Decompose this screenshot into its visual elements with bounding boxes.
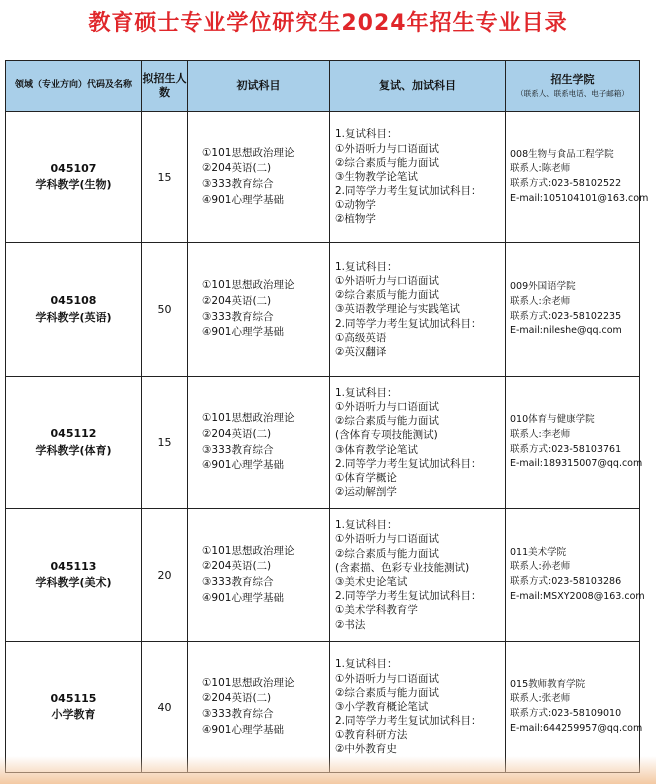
- college-cell: [506, 243, 640, 377]
- header-initial-exam: 初试科目: [188, 61, 330, 112]
- exam-item: ②204英语(二): [202, 162, 272, 175]
- exam-item: ①101思想政治理论: [202, 544, 295, 557]
- exam-item: ③333教育综合: [202, 178, 274, 190]
- exam-cell: [188, 509, 330, 642]
- retest-item: ②书法: [335, 618, 366, 631]
- retest-item: ①高级英语: [335, 331, 387, 344]
- retest-item: 2.同等学力考生复试加试科目：: [335, 590, 482, 603]
- college-name: 015教师教育学院: [510, 678, 586, 690]
- field-name: 学科教学(体育): [35, 443, 112, 457]
- field-name: 学科教学(美术): [35, 576, 112, 589]
- retest-item: 1.复试科目：: [335, 658, 398, 671]
- field-cell: [6, 509, 142, 642]
- college-cell: [506, 642, 643, 773]
- college-contact: 联系人:张老师: [510, 693, 571, 705]
- college-email: E-mail:189315007@qq.com: [510, 458, 643, 470]
- retest-item: ①外语听力与口语面试: [335, 400, 439, 413]
- exam-item: ①101思想政治理论: [202, 146, 295, 159]
- college-name: 011美术学院: [510, 546, 567, 558]
- retest-item: 1.复试科目：: [335, 128, 398, 141]
- retest-item: 1.复试科目：: [335, 260, 398, 273]
- retest-item: 2.同等学力考生复试加试科目：: [335, 457, 482, 470]
- retest-item: ①外语听力与口语面试: [335, 142, 439, 155]
- field-code: 045108: [50, 294, 97, 307]
- retest-item: ②植物学: [335, 213, 376, 226]
- header-enrollment-count: 拟招生人数: [142, 61, 188, 112]
- exam-item: ③333教育综合: [202, 310, 274, 323]
- field-cell: [6, 112, 142, 243]
- retest-item: ③生物教学论笔试: [335, 170, 418, 183]
- retest-item: ②综合素质与能力面试: [335, 156, 439, 169]
- exam-cell: [188, 243, 330, 377]
- exam-item: ②204英语(二): [202, 560, 272, 573]
- header-college-title: 招生学院: [550, 73, 595, 87]
- college-contact: 联系人:陈老师: [510, 163, 571, 175]
- exam-item: ②204英语(二): [202, 692, 272, 705]
- exam-item: ④901心理学基础: [202, 591, 284, 604]
- exam-item: ④901心理学基础: [202, 723, 284, 736]
- field-code: 045115: [50, 691, 97, 705]
- retest-item: 1.复试科目：: [335, 519, 398, 532]
- retest-cell: [330, 509, 506, 642]
- field-cell: [6, 243, 142, 377]
- retest-item: ①外语听力与口语面试: [335, 672, 439, 685]
- exam-item: ④901心理学基础: [202, 326, 284, 339]
- exam-item: ③333教育综合: [202, 576, 274, 588]
- retest-item: ②综合素质与能力面试: [335, 686, 439, 699]
- enrollment-count: 50: [142, 243, 188, 377]
- header-college: [506, 61, 640, 112]
- college-contact: 联系人:余老师: [510, 295, 571, 307]
- college-name: 009外国语学院: [510, 281, 576, 293]
- table-row: [6, 112, 640, 243]
- table-row: [6, 377, 640, 509]
- retest-item: ①外语听力与口语面试: [335, 533, 439, 546]
- enrollment-count: 15: [142, 112, 188, 243]
- table-header-row: [6, 61, 640, 112]
- college-phone: 联系方式:023-58103761: [510, 443, 622, 455]
- college-email: E-mail:MSXY2008@163.com: [510, 590, 645, 602]
- field-code: 045107: [50, 161, 97, 175]
- college-phone: 联系方式:023-58102522: [510, 178, 622, 189]
- college-email: E-mail:nileshe@qq.com: [510, 325, 622, 337]
- exam-item: ①101思想政治理论: [202, 676, 295, 689]
- header-college-subtitle: （联系人、联系电话、电子邮箱）: [516, 89, 629, 99]
- exam-item: ③333教育综合: [202, 443, 274, 456]
- retest-item: 1.复试科目：: [335, 386, 398, 399]
- exam-cell: [188, 377, 330, 509]
- college-phone: 联系方式:023-58103286: [510, 576, 622, 587]
- retest-cell: [330, 112, 506, 243]
- exam-item: ②204英语(二): [202, 427, 272, 440]
- college-email: E-mail:105104101@163.com: [510, 192, 649, 204]
- college-email: E-mail:644259957@qq.com: [510, 722, 643, 734]
- header-field-code: 领域（专业方向）代码及名称: [6, 61, 142, 112]
- college-cell: [506, 377, 643, 509]
- exam-cell: [188, 112, 330, 243]
- college-phone: 联系方式:023-58102235: [510, 310, 622, 322]
- college-cell: [506, 112, 649, 243]
- bottom-fade-decoration: [0, 756, 656, 784]
- exam-item: ④901心理学基础: [202, 459, 284, 472]
- retest-item: ②英汉翻译: [335, 345, 387, 358]
- retest-item: (含素描、色彩专业技能测试): [335, 561, 470, 574]
- retest-cell: [330, 243, 506, 377]
- page-title: 教育硕士专业学位研究生2024年招生专业目录: [88, 11, 568, 36]
- retest-item: ②综合素质与能力面试: [335, 415, 439, 428]
- retest-item: ③美术史论笔试: [335, 576, 408, 588]
- college-contact: 联系人:孙老师: [510, 561, 571, 573]
- retest-item: (含体育专项技能测试): [335, 429, 438, 442]
- retest-item: ①教育科研方法: [335, 729, 408, 742]
- retest-item: 2.同等学力考生复试加试科目：: [335, 317, 482, 330]
- field-code: 045113: [50, 559, 97, 573]
- exam-item: ④901心理学基础: [202, 193, 284, 206]
- field-name: 小学教育: [51, 708, 96, 721]
- retest-item: 2.同等学力考生复试加试科目：: [335, 185, 482, 198]
- retest-item: ②中外教育史: [335, 743, 397, 756]
- retest-item: ③体育教学论笔试: [335, 443, 418, 456]
- field-code: 045112: [50, 427, 97, 440]
- retest-cell: [330, 642, 506, 773]
- field-name: 学科教学(英语): [35, 310, 112, 324]
- retest-item: ②运动解剖学: [335, 486, 397, 499]
- exam-item: ③333教育综合: [202, 708, 274, 720]
- college-cell: [506, 509, 645, 642]
- exam-item: ①101思想政治理论: [202, 412, 295, 424]
- enrollment-table: [5, 60, 649, 773]
- retest-item: ①体育学概论: [335, 471, 397, 484]
- retest-item: ①外语听力与口语面试: [335, 275, 439, 288]
- enrollment-count: 15: [142, 377, 188, 509]
- exam-item: ②204英语(二): [202, 294, 272, 307]
- enrollment-count: 40: [142, 642, 188, 773]
- field-cell: [6, 377, 142, 509]
- exam-item: ①101思想政治理论: [202, 279, 295, 291]
- retest-item: ②综合素质与能力面试: [335, 547, 439, 560]
- enrollment-count: 20: [142, 509, 188, 642]
- table-row: [6, 642, 640, 773]
- retest-item: ③英语教学理论与实践笔试: [335, 303, 460, 316]
- retest-item: ②综合素质与能力面试: [335, 289, 439, 302]
- retest-item: 2.同等学力考生复试加试科目：: [335, 715, 482, 728]
- college-phone: 联系方式:023-58109010: [510, 708, 622, 719]
- field-name: 学科教学(生物): [35, 178, 112, 191]
- retest-item: ①动物学: [335, 199, 376, 212]
- college-name: 008生物与食品工程学院: [510, 148, 614, 160]
- table-row: [6, 243, 640, 377]
- field-cell: [6, 642, 142, 773]
- college-contact: 联系人:李老师: [510, 428, 571, 440]
- exam-cell: [188, 642, 330, 773]
- college-name: 010体育与健康学院: [510, 414, 595, 426]
- retest-item: ③小学教育概论笔试: [335, 700, 429, 713]
- table-row: [6, 509, 640, 642]
- retest-cell: [330, 377, 506, 509]
- header-retest: 复试、加试科目: [330, 61, 506, 112]
- retest-item: ①美术学科教育学: [335, 604, 418, 617]
